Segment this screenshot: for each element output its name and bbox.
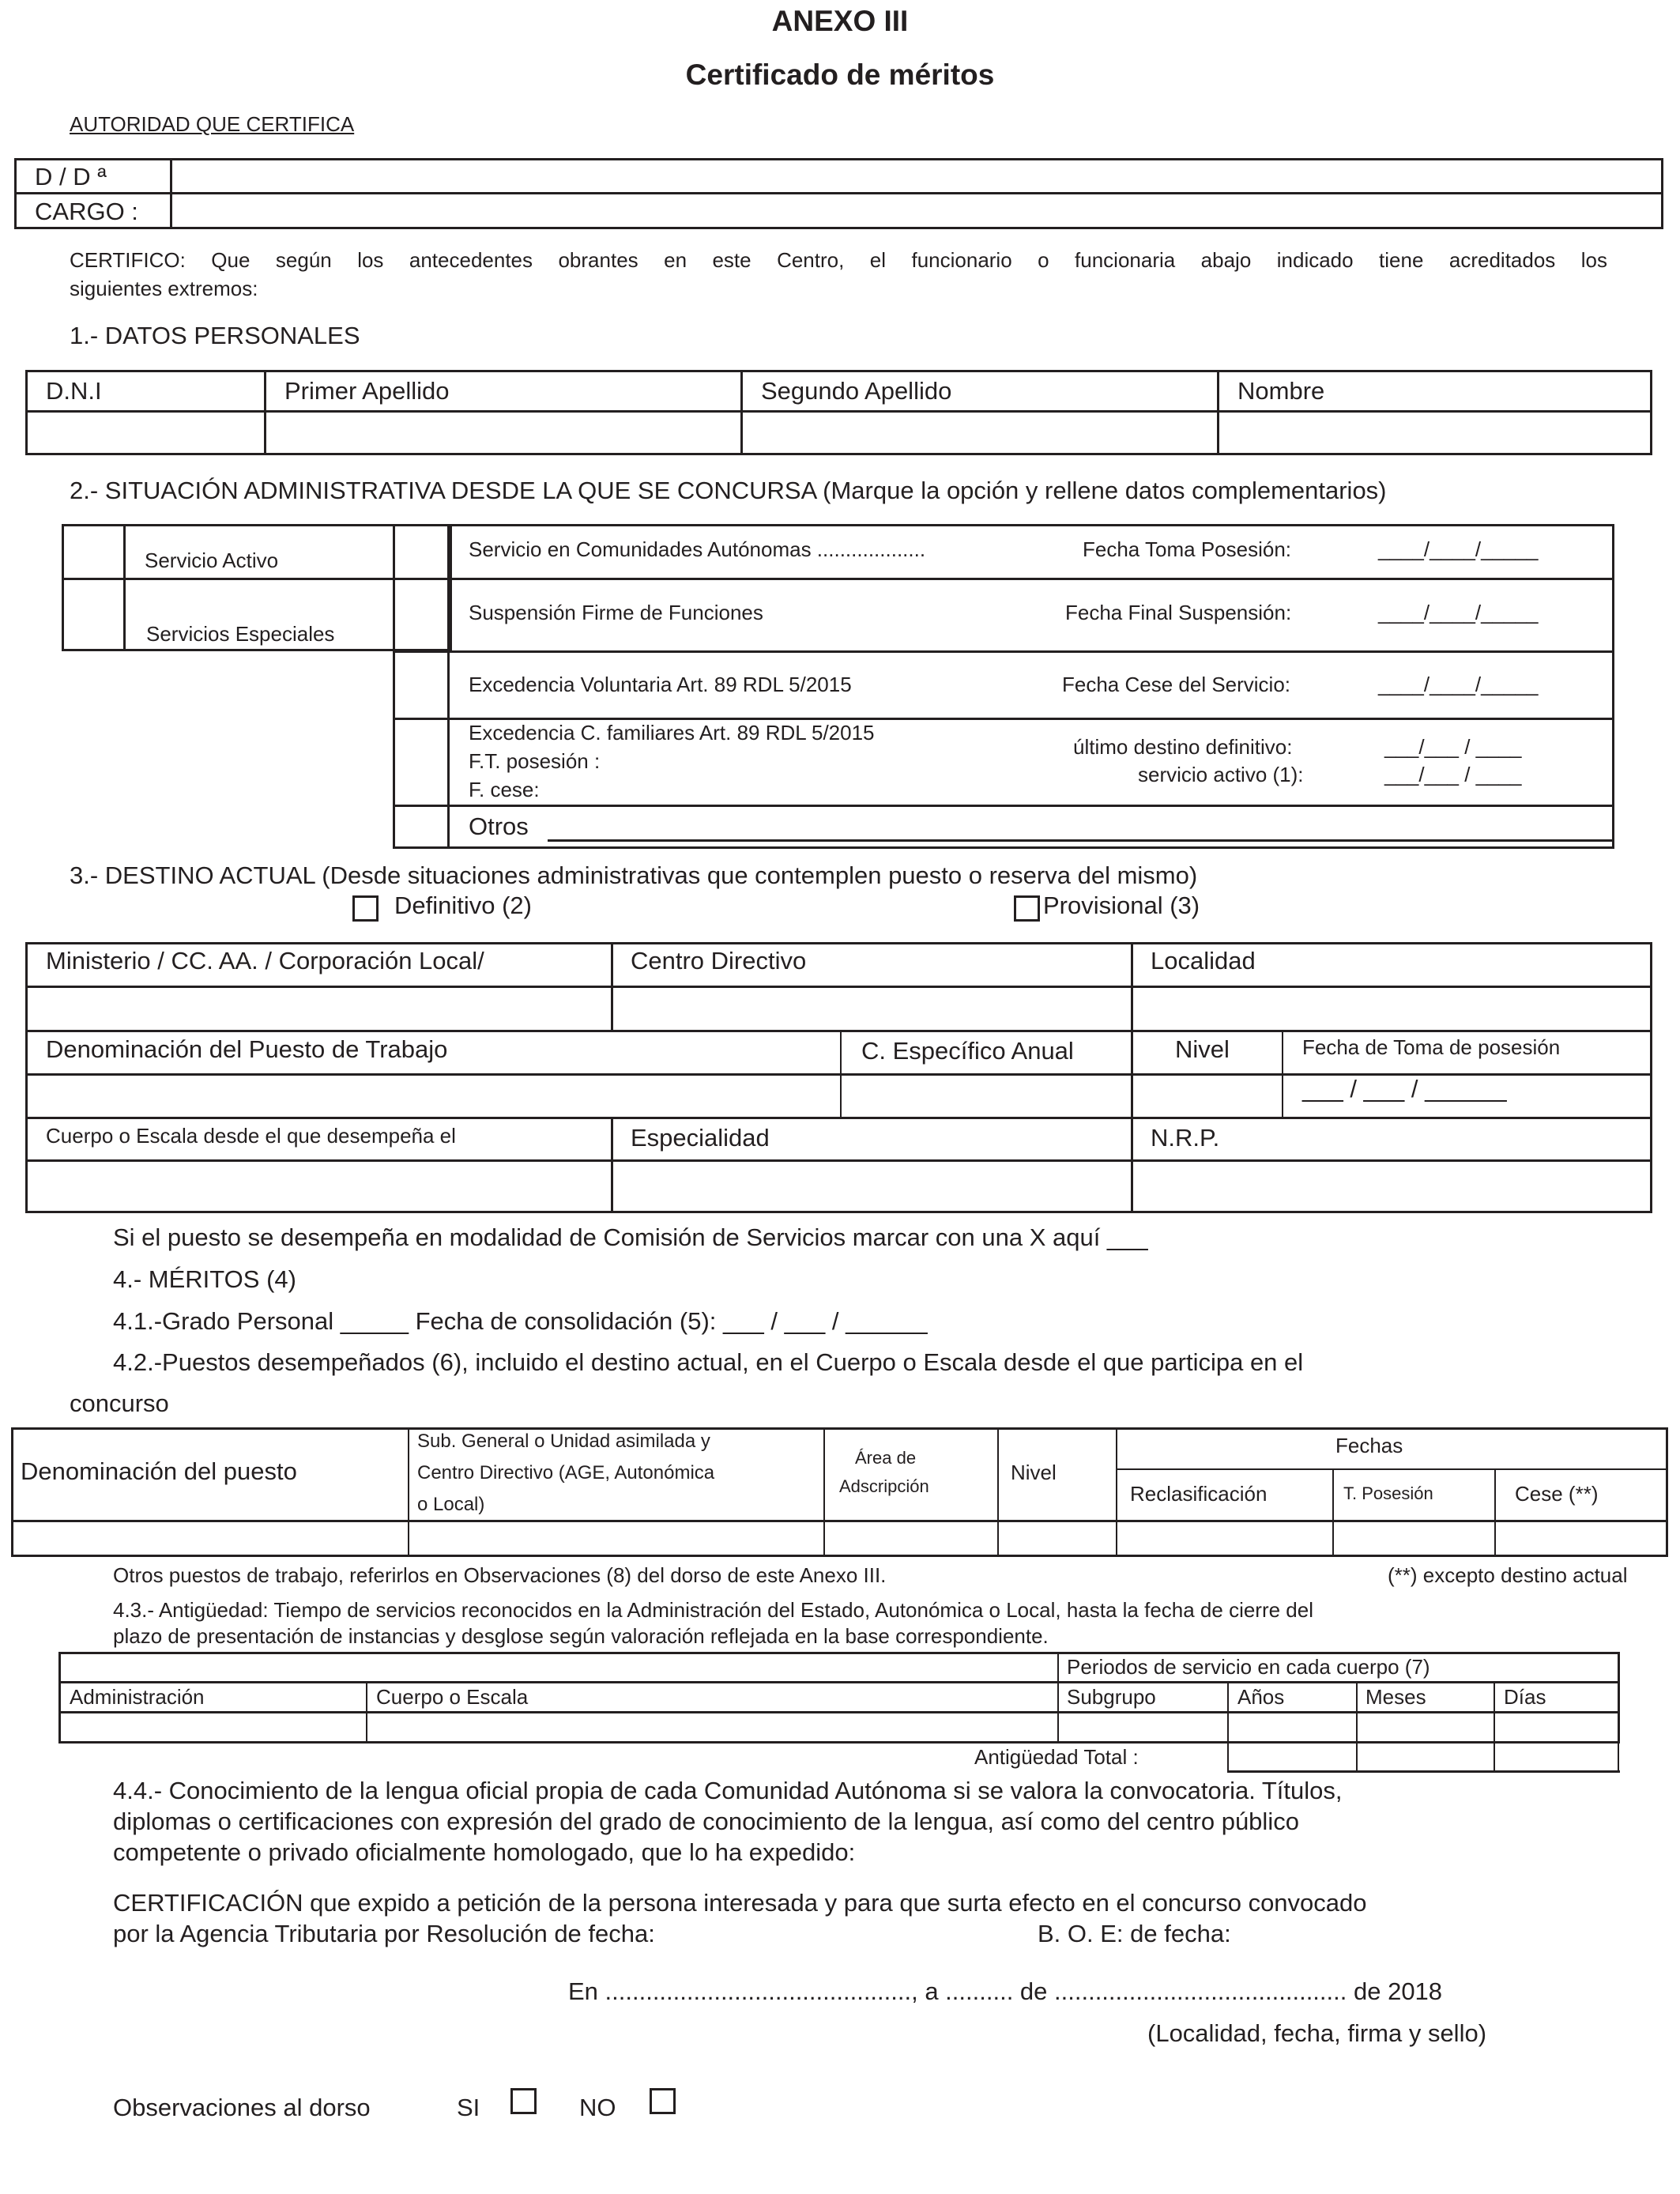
puesto-denominacion-field[interactable] <box>14 1523 406 1555</box>
segundo-apellido-field[interactable] <box>744 413 1215 453</box>
administracion-field[interactable] <box>62 1714 364 1741</box>
observaciones-no-checkbox[interactable] <box>650 2088 676 2114</box>
nombre-field[interactable] <box>1221 413 1650 453</box>
certificacion-line2: por la Agencia Tributaria por Resolución de fecha: <box>113 1920 655 1947</box>
otros-field[interactable] <box>548 811 1611 839</box>
otros-checkbox[interactable] <box>396 808 446 847</box>
lengua-line3: competente o privado oficialmente homologado, que lo ha expedido: <box>113 1838 856 1866</box>
ministerio-field[interactable] <box>28 989 609 1028</box>
cargo-label: CARGO : <box>35 198 138 225</box>
antiguedad-line2: plazo de presentación de instancias y desglose según valoración reflejada en la base correspondiente. <box>113 1624 1049 1648</box>
meses-field[interactable] <box>1359 1714 1492 1741</box>
col-dni: D.N.I <box>46 377 102 405</box>
col-cuerpo-escala: Cuerpo o Escala desde el que desempeña el <box>46 1124 456 1148</box>
col-nivel-puesto: Nivel <box>1011 1461 1057 1484</box>
otros-label: Otros <box>469 812 529 840</box>
puesto-nivel-field[interactable] <box>1000 1523 1114 1555</box>
col-fechas: Fechas <box>1335 1434 1403 1457</box>
fecha-toma-posesion-destino-field[interactable]: ___ / ___ / ______ <box>1302 1075 1507 1103</box>
section1-heading: 1.- DATOS PERSONALES <box>70 322 360 349</box>
suspension-checkbox[interactable] <box>396 581 446 649</box>
localidad-field[interactable] <box>1135 989 1650 1028</box>
fecha-cese-servicio-label: Fecha Cese del Servicio: <box>1062 673 1291 696</box>
col-reclasificacion: Reclasificación <box>1130 1482 1268 1506</box>
authority-heading: AUTORIDAD QUE CERTIFICA <box>70 112 355 136</box>
anos-field[interactable] <box>1230 1714 1354 1741</box>
denominacion-puesto-field[interactable] <box>28 1076 838 1116</box>
fecha-toma-posesion-label: Fecha Toma Posesión: <box>1083 537 1291 561</box>
cuerpo-escala-antiguedad-field[interactable] <box>369 1714 1056 1741</box>
observaciones-no-label: NO <box>579 2094 616 2121</box>
provisional-checkbox[interactable] <box>1014 895 1040 922</box>
puesto-reclasificacion-field[interactable] <box>1119 1523 1331 1555</box>
signature-note: (Localidad, fecha, firma y sello) <box>1147 2019 1487 2047</box>
servicio-activo-checkbox[interactable] <box>65 527 122 576</box>
excepto-note: (**) excepto destino actual <box>1388 1563 1628 1587</box>
definitivo-checkbox[interactable] <box>352 895 379 922</box>
centro-directivo-field[interactable] <box>615 989 1129 1028</box>
section2-heading: 2.- SITUACIÓN ADMINISTRATIVA DESDE LA QUE SE CONCURSA (Marque la opción y rellene datos complementarios) <box>70 477 1387 504</box>
observaciones-si-label: SI <box>457 2094 480 2121</box>
col-nrp: N.R.P. <box>1151 1124 1220 1152</box>
page-title: Certificado de méritos <box>685 58 995 91</box>
fecha-final-suspension-label: Fecha Final Suspensión: <box>1065 601 1292 624</box>
suspension-label: Suspensión Firme de Funciones <box>469 601 763 624</box>
f-cese-label: F. cese: <box>469 778 540 801</box>
fecha-cese-servicio-field[interactable]: ____/____/_____ <box>1378 673 1539 696</box>
col-subgeneral-line2: Centro Directivo (AGE, Autonómica <box>417 1462 715 1483</box>
observaciones-label: Observaciones al dorso <box>113 2094 371 2121</box>
certificacion-line1: CERTIFICACIÓN que expido a petición de la persona interesada y para que surta efecto en el concurso convocado <box>113 1889 1367 1917</box>
grado-personal-line: 4.1.-Grado Personal _____ Fecha de consolidación (5): ___ / ___ / ______ <box>113 1307 928 1335</box>
especifico-anual-field[interactable] <box>843 1076 1129 1116</box>
total-dias-field[interactable] <box>1497 1745 1617 1769</box>
provisional-label: Provisional (3) <box>1043 892 1200 919</box>
ultimo-destino-label: último destino definitivo: <box>1073 735 1293 759</box>
dias-field[interactable] <box>1497 1714 1617 1741</box>
excedencia-familiares-label: Excedencia C. familiares Art. 89 RDL 5/2015 <box>469 721 875 745</box>
col-area-line1: Área de <box>855 1448 917 1468</box>
total-meses-field[interactable] <box>1359 1745 1492 1769</box>
comision-servicios-text: Si el puesto se desempeña en modalidad de Comisión de Servicios marcar con una X aquí ___ <box>113 1223 1148 1251</box>
puesto-area-field[interactable] <box>827 1523 996 1555</box>
total-anos-field[interactable] <box>1230 1745 1354 1769</box>
puestos-line2: concurso <box>70 1389 169 1417</box>
fecha-final-suspension-field[interactable]: ____/____/_____ <box>1378 601 1539 624</box>
col-subgrupo: Subgrupo <box>1067 1685 1156 1709</box>
cuerpo-escala-field[interactable] <box>28 1163 609 1211</box>
puestos-line1: 4.2.-Puestos desempeñados (6), incluido el destino actual, en el Cuerpo o Escala desde el que participa en el <box>113 1348 1304 1376</box>
dd-field[interactable] <box>174 160 1659 190</box>
col-localidad: Localidad <box>1151 947 1256 974</box>
puesto-cese-field[interactable] <box>1497 1523 1666 1555</box>
col-anos: Años <box>1237 1685 1285 1709</box>
col-nombre: Nombre <box>1237 377 1325 405</box>
servicio-activo-date-label: servicio activo (1): <box>1138 763 1304 786</box>
col-centro-directivo: Centro Directivo <box>631 947 807 974</box>
col-segundo-apellido: Segundo Apellido <box>761 377 952 405</box>
otros-puestos-note: Otros puestos de trabajo, referirlos en Observaciones (8) del dorso de este Anexo III. <box>113 1563 887 1587</box>
col-t-posesion: T. Posesión <box>1343 1483 1433 1503</box>
nivel-field[interactable] <box>1135 1076 1280 1116</box>
section3-heading: 3.- DESTINO ACTUAL (Desde situaciones administrativas que contemplen puesto o reserva del mismo) <box>70 861 1198 889</box>
nrp-field[interactable] <box>1135 1163 1650 1211</box>
col-ministerio: Ministerio / CC. AA. / Corporación Local/ <box>46 947 484 974</box>
antiguedad-total-label: Antigüedad Total : <box>974 1745 1139 1769</box>
periodos-header: Periodos de servicio en cada cuerpo (7) <box>1067 1655 1430 1679</box>
lengua-line1: 4.4.- Conocimiento de la lengua oficial propia de cada Comunidad Autónoma si se valora la convocatoria. Títulos, <box>113 1777 1343 1804</box>
excedencia-familiares-checkbox[interactable] <box>396 721 446 803</box>
primer-apellido-field[interactable] <box>268 413 739 453</box>
col-subgeneral-line1: Sub. General o Unidad asimilada y <box>417 1431 710 1452</box>
col-especialidad: Especialidad <box>631 1124 770 1152</box>
col-area-line2: Adscripción <box>839 1476 929 1496</box>
section4-heading: 4.- MÉRITOS (4) <box>113 1265 296 1293</box>
ccaa-checkbox[interactable] <box>396 527 446 576</box>
certifico-line1: CERTIFICO: Que según los antecedentes obrantes en este Centro, el funcionario o funcionaria abajo indicado tiene acreditados los <box>70 248 1607 272</box>
especialidad-field[interactable] <box>615 1163 1129 1211</box>
col-subgeneral-line3: o Local) <box>417 1494 485 1515</box>
ultimo-destino-field[interactable]: ___/___ / ____ <box>1384 735 1522 759</box>
place-date-line[interactable]: En ............................................., a .......... de ........................................... de 2018 <box>568 1977 1443 2005</box>
col-especifico-anual: C. Específico Anual <box>861 1037 1074 1065</box>
col-denominacion-puesto: Denominación del Puesto de Trabajo <box>46 1035 448 1063</box>
servicios-especiales-label: Servicios Especiales <box>146 622 335 646</box>
col-nivel: Nivel <box>1175 1035 1230 1063</box>
dni-field[interactable] <box>28 413 262 453</box>
antiguedad-line1: 4.3.- Antigüedad: Tiempo de servicios reconocidos en la Administración del Estado, Autonómica o Local, hasta la fecha de cierre del <box>113 1598 1314 1622</box>
boe-fecha: B. O. E: de fecha: <box>1038 1920 1231 1947</box>
lengua-line2: diplomas o certificaciones con expresión del grado de conocimiento de la lengua, así como del centro público <box>113 1808 1299 1835</box>
dd-label: D / D ª <box>35 163 107 190</box>
puesto-posesion-field[interactable] <box>1335 1523 1493 1555</box>
annex-title: ANEXO III <box>771 5 909 37</box>
puesto-subgeneral-field[interactable] <box>411 1523 822 1555</box>
col-cese: Cese (**) <box>1515 1482 1599 1506</box>
col-fecha-toma-posesion: Fecha de Toma de posesión <box>1302 1035 1561 1059</box>
col-cuerpo-escala-antiguedad: Cuerpo o Escala <box>376 1685 529 1709</box>
definitivo-label: Definitivo (2) <box>394 892 532 919</box>
certifico-line2: siguientes extremos: <box>70 277 258 300</box>
col-dias: Días <box>1504 1685 1546 1709</box>
col-primer-apellido: Primer Apellido <box>284 377 450 405</box>
observaciones-si-checkbox[interactable] <box>510 2088 537 2114</box>
subgrupo-field[interactable] <box>1060 1714 1226 1741</box>
cargo-field[interactable] <box>174 195 1659 227</box>
fecha-toma-posesion-field[interactable]: ____/____/_____ <box>1378 537 1539 561</box>
col-denominacion: Denominación del puesto <box>21 1457 297 1485</box>
servicio-activo-label: Servicio Activo <box>145 548 279 572</box>
servicios-especiales-checkbox[interactable] <box>65 581 122 649</box>
col-meses: Meses <box>1365 1685 1426 1709</box>
ft-posesion-label: F.T. posesión : <box>469 749 601 773</box>
ccaa-label: Servicio en Comunidades Autónomas ................... <box>469 537 926 561</box>
servicio-activo-date-field[interactable]: ___/___ / ____ <box>1384 763 1522 786</box>
col-administracion: Administración <box>70 1685 205 1709</box>
excedencia-voluntaria-label: Excedencia Voluntaria Art. 89 RDL 5/2015 <box>469 673 852 696</box>
excedencia-voluntaria-checkbox[interactable] <box>396 654 446 716</box>
